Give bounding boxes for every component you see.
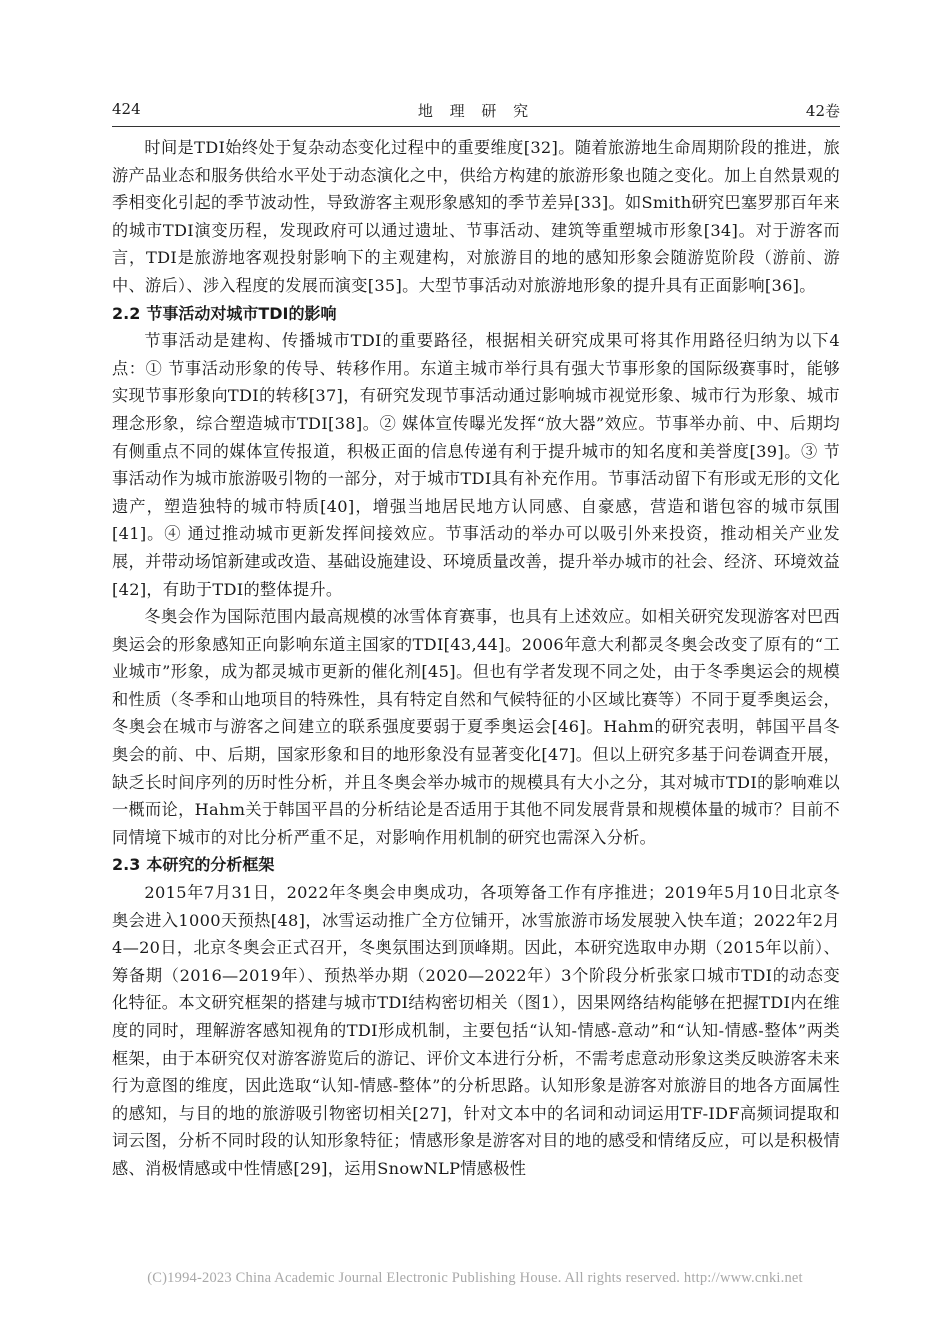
section-number: 2.2 — [112, 303, 141, 323]
running-header — [112, 96, 840, 127]
journal-title: 地 理 研 究 — [417, 102, 535, 120]
paragraph-winter-olympics: 冬奥会作为国际范围内最高规模的冰雪体育赛事，也具有上述效应。如相关研究发现游客对巴西奥运会的形象感知正向影响东道主国家的TDI[43,44]。2006年意大利都灵冬奥会改变了原有的“工业城市”形象，成为都灵城市更新的催化剂[45]。但也有学者发现不同之处，由于冬季奥运会的规模和性质（冬季和山地项目的特殊性，具有特定自然和气候特征的小区域比赛等）不同于夏季奥运会，冬奥会在城市与游客之间建立的联系强度要弱于夏季奥运会[46]。Hahm的研究表明，韩国平昌冬奥会的前、中、后期，国家形象和目的地形象没有显著变化[47]。但以上研究多基于问卷调查开展，缺乏长时间序列的历时性分析，并且冬奥会举办城市的规模具有大小之分，其对城市TDI的影响难以一概而论，Hahm关于韩国平昌的分析结论是否适用于其他不同发展背景和规模体量的城市？目前不同情境下城市的对比分析严重不足，对影响作用机制的研究也需深入分析。 — [112, 607, 840, 847]
article-body — [112, 134, 840, 1183]
section-heading-2-3 — [112, 851, 840, 879]
paragraph-time-dimension: 时间是TDI始终处于复杂动态变化过程中的重要维度[32]。随着旅游地生命周期阶段的推进，旅游产品业态和服务供给水平处于动态演化之中，供给方构建的旅游形象也随之变化。加上自然景观的季相变化引起的季节波动性，导致游客主观形象感知的季节差异[33]。如Smith研究巴塞罗那百年来的城市TDI演变历程，发现政府可以通过遗址、节事活动、建筑等重塑城市形象[34]。对于游客而言，TDI是旅游地客观投射影响下的主观建构，对旅游目的地的感知形象会随游览阶段（游前、游中、游后）、涉入程度的发展而演变[35]。大型节事活动对旅游地形象的提升具有正面影响[36]。 — [112, 138, 840, 295]
page-number: 424 — [112, 100, 141, 118]
section-heading-2-2 — [112, 300, 840, 328]
paragraph-event-paths: 节事活动是建构、传播城市TDI的重要路径，根据相关研究成果可将其作用路径归纳为以下4点：① 节事活动形象的传导、转移作用。东道主城市举行具有强大节事形象的国际级赛事时，能够实现节事形象向TDI的转移[37]，有研究发现节事活动通过影响城市视觉形象、城市行为形象、城市理念形象，综合塑造城市TDI[38]。② 媒体宣传曝光发挥“放大器”效应。节事举办前、中、后期均有侧重点不同的媒体宣传报道，积极正面的信息传递有利于提升城市的知名度和美誉度[39]。③ 节事活动作为城市旅游吸引物的一部分，对于城市TDI具有补充作用。节事活动留下有形或无形的文化遗产，塑造独特的城市特质[40]，增强当地居民地方认同感、自豪感，营造和谐包容的城市氛围[41]。④ 通过推动城市更新发挥间接效应。节事活动的举办可以吸引外来投资，推动相关产业发展，并带动场馆新建或改造、基础设施建设、环境质量改善，提升举办城市的社会、经济、环境效益[42]，有助于TDI的整体提升。 — [112, 331, 840, 599]
section-title: 本研究的分析框架 — [146, 855, 275, 875]
volume-label: 42卷 — [805, 102, 840, 120]
section-number: 2.3 — [112, 855, 141, 875]
paragraph-framework: 2015年7月31日，2022年冬奥会申奥成功，各项筹备工作有序推进；2019年5月10日北京冬奥会进入1000天预热[48]，冰雪运动推广全方位铺开，冰雪旅游市场发展驶入快车道；2022年2月4—20日，北京冬奥会正式召开，冬奥氛围达到顶峰期。因此，本研究选取申办期（2015年以前）、筹备期（2016—2019年）、预热举办期（2020—2022年）3个阶段分析张家口城市TDI的动态变化特征。本文研究框架的搭建与城市TDI结构密切相关（图1），因果网络结构能够在把握TDI内在维度的同时，理解游客感知视角的TDI形成机制，主要包括“认知-情感-意动”和“认知-情感-整体”两类框架，由于本研究仅对游客游览后的游记、评价文本进行分析，不需考虑意动形象这类反映游客未来行为意图的维度，因此选取“认知-情感-整体”的分析思路。认知形象是游客对旅游目的地各方面属性的感知，与目的地的旅游吸引物密切相关[27]，针对文本中的名词和动词运用TF-IDF高频词提取和词云图，分析不同时段的认知形象特征；情感形象是游客对目的地的感受和情绪反应，可以是积极情感、消极情感或中性情感[29]，运用SnowNLP情感极性 — [112, 883, 840, 1178]
section-title: 节事活动对城市TDI的影响 — [146, 303, 337, 323]
copyright-footer: (C)1994-2023 China Academic Journal Electronic Publishing House. All rights reserved. http://www.cnki.net — [147, 1270, 803, 1286]
